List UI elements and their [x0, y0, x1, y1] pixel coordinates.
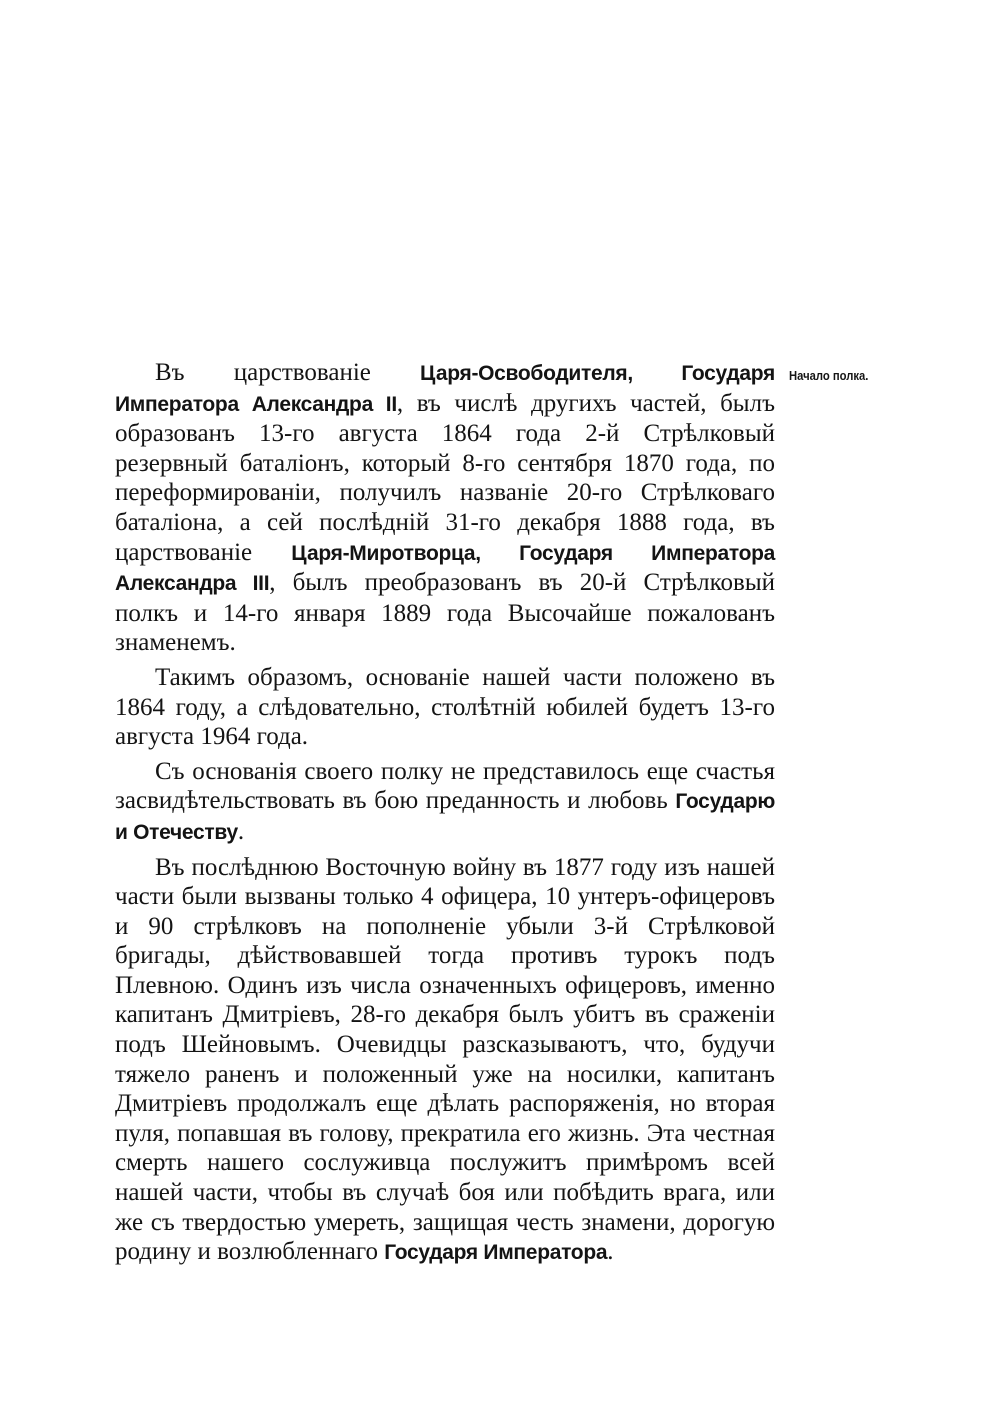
- text-run: .: [237, 817, 245, 845]
- body-text: [115, 358, 775, 1273]
- text-run: Въ послѣднюю Восточную войну въ 1877 году изъ нашей части были вызваны только 4 офицера, 10 унтеръ-офицеровъ и 90 стрѣлковъ на пополненіе убыли 3-й Стрѣлковой бригады, дѣйствовавшей тогда противъ турокъ подъ Плевною. Одинъ изъ числа означенныхъ офицеровъ, именно капитанъ Дмитріевъ, 28-го декабря былъ убитъ въ сраженіи подъ Шейновымъ. Очевидцы разсказываютъ, что, будучи тяжело раненъ и положенный уже на носилки, капитанъ Дмитріевъ продолжалъ еще дѣлать распоряженія, но вторая пуля, попавшая въ голову, прекратила его жизнь. Эта честная смерть нашего сослуживца послужитъ примѣромъ всей нашей части, чтобы въ случаѣ боя или побѣдить врага, или же съ твердостью умереть, защищая честь знамени, дорогую родину и возлюбленнаго: [115, 853, 775, 1266]
- paragraph: [115, 358, 775, 658]
- text-run: Съ основанія своего полку не представилось еще счастья засвидѣтельствовать въ бою преданность и любовь: [115, 757, 775, 815]
- text-run: , былъ преобразованъ въ 20-й Стрѣлковый полкъ и 14-го января 1889 года Высочайше пожалованъ знаменемъ.: [115, 569, 775, 657]
- text-run: , въ числѣ другихъ частей, былъ образованъ 13-го августа 1864 года 2-й Стрѣлковый резервный баталіонъ, который 8-го сентября 1870 года, по переформированіи, получилъ названіе 20-го Стрѣлковаго баталіона, а сей послѣдній 31-го декабря 1888 года, въ царствованіе: [115, 389, 775, 566]
- margin-note: Начало полка.: [789, 369, 869, 383]
- text-run: .: [607, 1238, 614, 1266]
- emphasis-text: Государю и Отечеству: [115, 790, 775, 844]
- emphasis-text: Царя-Освободителя, Государя Императора Александра II: [115, 362, 775, 416]
- emphasis-text: Царя-Миротворца, Государя Императора Александра III: [115, 541, 776, 596]
- paragraph: [115, 663, 775, 752]
- text-run: Въ царствованіе: [155, 359, 421, 386]
- paragraph: [115, 853, 775, 1268]
- emphasis-text: Государя Императора: [384, 1241, 608, 1265]
- text-run: Такимъ образомъ, основаніе нашей части положено въ 1864 году, а слѣдовательно, столѣтній юбилей будетъ 13-го августа 1964 года.: [115, 663, 775, 751]
- paragraph: [115, 757, 775, 848]
